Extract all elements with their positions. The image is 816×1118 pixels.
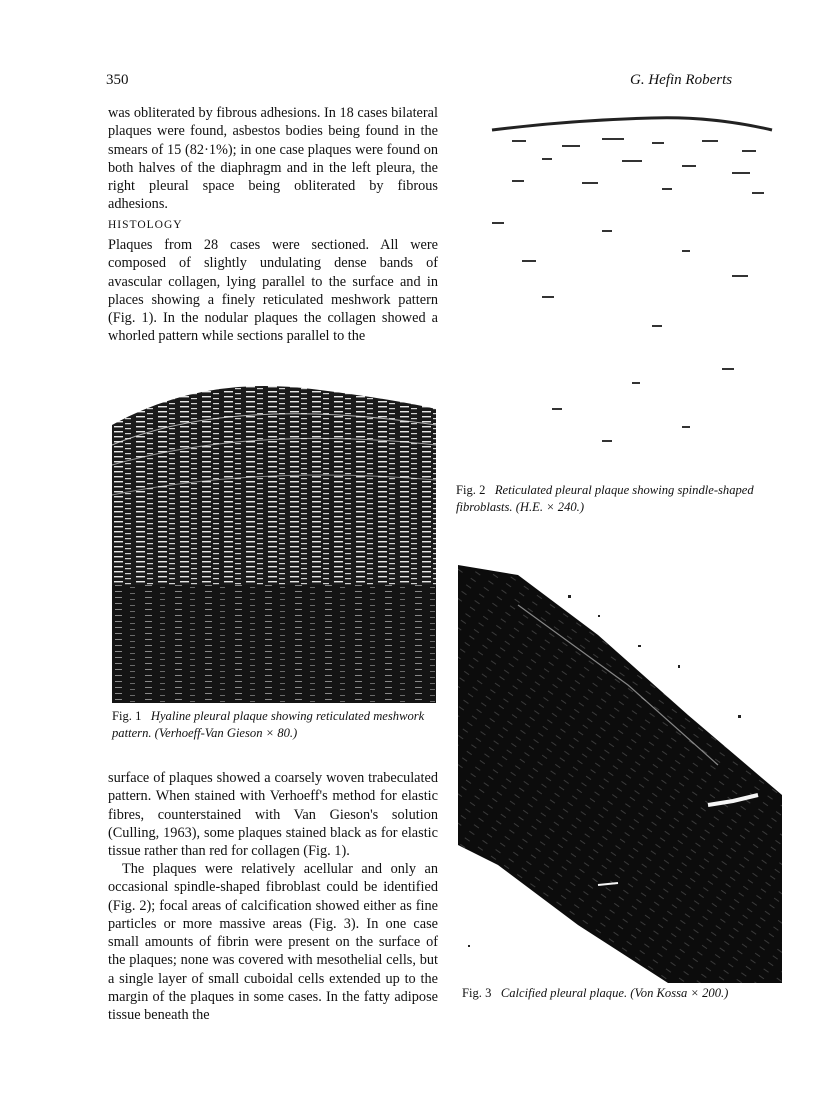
page-number: 350 [106, 72, 129, 88]
figure-3-label: Fig. 3 [462, 986, 492, 1000]
figure-3-caption-text: Calcified pleural plaque. (Von Kossa × 200.) [500, 986, 729, 1000]
running-header-author: G. Hefin Roberts [630, 72, 733, 88]
paragraph-acellular [108, 860, 438, 1025]
figure-1-label: Fig. 1 [112, 709, 142, 723]
figure-3-caption [462, 985, 792, 1002]
figure-1-caption-text: Hyaline pleural plaque showing reticulated meshwork pattern. (Verhoeff-Van Gieson × 80.) [112, 709, 425, 740]
figure-3-image [458, 565, 782, 983]
figure-1-caption [112, 708, 442, 742]
figure-2-image [452, 110, 790, 460]
paragraph-surface-text: surface of plaques showed a coarsely woven trabeculated pattern. When stained with Verhoeff's method for elastic fibres, counterstained with Van Gieson's solution (Culling, 1963), some plaques stained black as for elastic tissue rather than red for collagen (Fig. 1). [108, 770, 438, 860]
paragraph-histology-text: Plaques from 28 cases were sectioned. All were composed of slightly undulating dense bands of avascular collagen, lying parallel to the surface and in places showing a finely reticulated meshwork pattern (Fig. 1). In the nodular plaques the collagen showed a whorled pattern while sections parallel to the [108, 237, 438, 345]
figure-2-label: Fig. 2 [456, 483, 486, 497]
paragraph-top [108, 104, 438, 214]
section-heading-histology: HISTOLOGY [108, 219, 183, 231]
paragraph-acellular-text: The plaques were relatively acellular and only an occasional spindle-shaped fibroblast could be identified (Fig. 2); focal areas of calcification showed either as fine particles or more massive areas (Fig. 3). In one case small amounts of fibrin were present on the surface of the plaques; none was covered with mesothelial cells, but a single layer of small cuboidal cells extended up to the margin of the plaques in some cases. In the fatty adipose tissue beneath the [108, 861, 438, 1024]
figure-2-caption-text: Reticulated pleural plaque showing spindle-shaped fibroblasts. (H.E. × 240.) [456, 483, 754, 514]
figure-1-image [112, 385, 436, 703]
paragraph-histology [108, 236, 438, 346]
figure-2-caption [456, 482, 791, 516]
paragraph-top-text: was obliterated by fibrous adhesions. In 18 cases bilateral plaques were found, asbestos bodies being found in the smears of 15 (82·1%); in one case plaques were found on both halves of the diaphragm and in the left pleura, the right pleural space being obliterated by fibrous adhesions. [108, 105, 438, 213]
paragraph-surface [108, 769, 438, 860]
